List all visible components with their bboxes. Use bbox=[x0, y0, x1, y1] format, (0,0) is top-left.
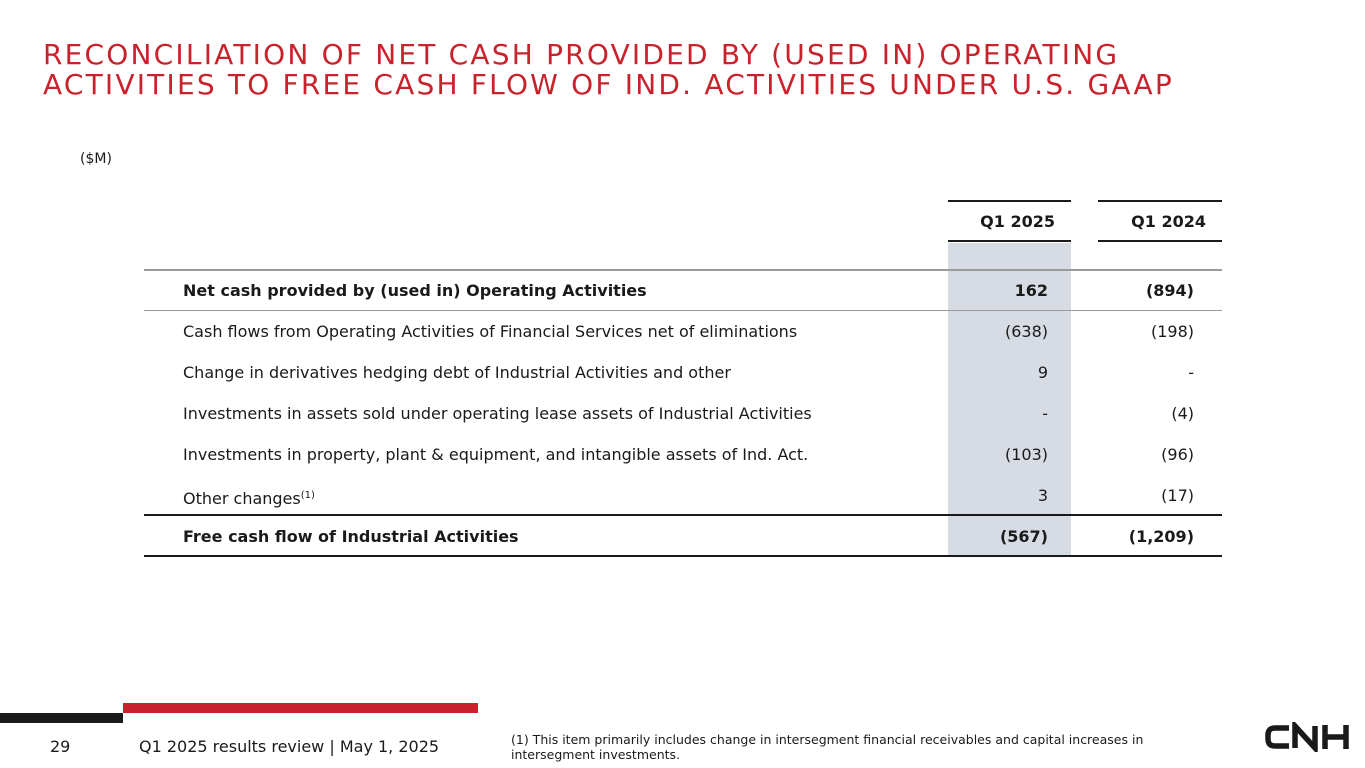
column-header-q1-2024: Q1 2024 bbox=[1098, 200, 1222, 242]
table-row bbox=[144, 434, 1222, 475]
row-value-q1-2025: 9 bbox=[1037, 363, 1048, 382]
row-value-q1-2025: 162 bbox=[1014, 281, 1048, 300]
row-value-q1-2025: (638) bbox=[1004, 322, 1048, 341]
total-row bbox=[144, 516, 1222, 557]
row-label: Change in derivatives hedging debt of Industrial Activities and other bbox=[183, 363, 731, 382]
row-value-q1-2024: (96) bbox=[1161, 445, 1194, 464]
row-value-q1-2024: (198) bbox=[1150, 322, 1194, 341]
table-row bbox=[144, 352, 1222, 393]
unit-label: ($M) bbox=[80, 151, 112, 167]
row-label: Investments in assets sold under operating lease assets of Industrial Activities bbox=[183, 404, 812, 423]
row-label-text: Other changes bbox=[183, 489, 301, 508]
title-line-1: RECONCILIATION OF NET CASH PROVIDED BY (USED IN) OPERATING bbox=[43, 38, 1120, 71]
row-value-q1-2025: (567) bbox=[999, 527, 1048, 546]
row-label: Free cash flow of Industrial Activities bbox=[183, 527, 519, 546]
row-label bbox=[183, 475, 315, 516]
row-label: Net cash provided by (used in) Operating Activities bbox=[183, 281, 647, 300]
page-title bbox=[43, 40, 1303, 100]
footer-black-bar bbox=[0, 713, 123, 723]
row-label: Investments in property, plant & equipment, and intangible assets of Ind. Act. bbox=[183, 445, 809, 464]
title-line-2: ACTIVITIES TO FREE CASH FLOW OF IND. ACTIVITIES UNDER U.S. GAAP bbox=[43, 68, 1174, 101]
footer-red-bar bbox=[123, 703, 478, 713]
row-value-q1-2024: (894) bbox=[1145, 281, 1194, 300]
footnote: (1) This item primarily includes change in intersegment financial receivables and capital increases in intersegment investments. bbox=[511, 732, 1144, 762]
cnh-logo bbox=[1265, 722, 1351, 752]
total-bottom-rule bbox=[144, 555, 1222, 557]
row-value-q1-2024: (1,209) bbox=[1128, 527, 1194, 546]
row-value-q1-2024: (4) bbox=[1171, 404, 1194, 423]
table-row bbox=[144, 270, 1222, 311]
column-header-q1-2025: Q1 2025 bbox=[948, 200, 1071, 242]
page-number: 29 bbox=[50, 737, 71, 756]
table-row bbox=[144, 393, 1222, 434]
row-label: Cash flows from Operating Activities of Financial Services net of eliminations bbox=[183, 322, 798, 341]
table-row bbox=[144, 475, 1222, 516]
row-value-q1-2025: (103) bbox=[1004, 445, 1048, 464]
row-value-q1-2024: - bbox=[1188, 363, 1194, 382]
row-value-q1-2025: - bbox=[1042, 404, 1048, 423]
row-value-q1-2025: 3 bbox=[1037, 486, 1048, 505]
row-value-q1-2024: (17) bbox=[1161, 486, 1194, 505]
table-row bbox=[144, 311, 1222, 352]
deck-title: Q1 2025 results review | May 1, 2025 bbox=[139, 737, 440, 756]
footnote-marker: (1) bbox=[300, 490, 315, 501]
